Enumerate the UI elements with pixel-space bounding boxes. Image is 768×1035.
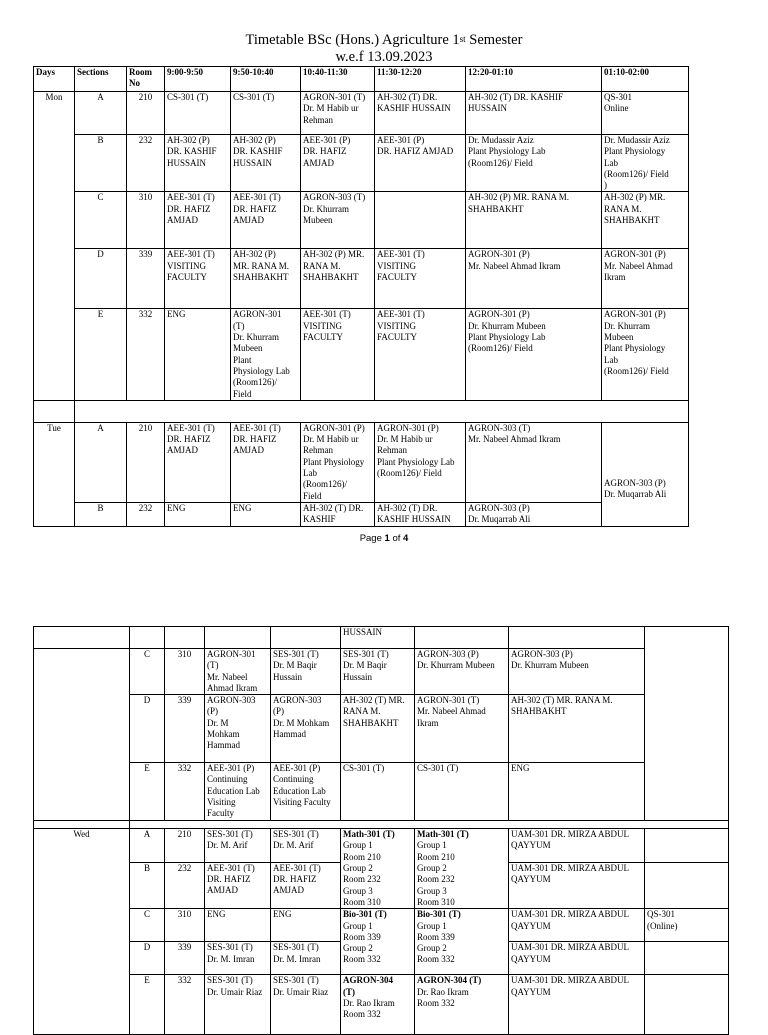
slot-cell: AH-302 (P) MR. RANA M. SHAHBAKHT (466, 192, 602, 249)
timetable-page-2 (33, 626, 729, 1035)
slot-cell: AEE-301 (T) DR. HAFIZ AMJAD (231, 192, 301, 249)
table-row (34, 909, 729, 942)
slot-cell: AH-302 (P) MR. RANA M. SHAHBAKHT (231, 249, 301, 309)
section-cell: B (130, 862, 165, 909)
table-row (34, 763, 729, 821)
header-slot-5: 12:20-01:10 (466, 67, 602, 92)
section-cell: A (130, 829, 165, 862)
slot-cell: AGRON-303 (T) Dr. Khurram Mubeen (301, 192, 375, 249)
slot-cell: AH-302 (T) MR. RANA M. SHAHBAKHT (341, 695, 415, 763)
slot-cell: AGRON-303 (P) Dr. Muqarrab Ali (466, 502, 602, 526)
slot-cell: AEE-301 (T) VISITING FACULTY (301, 309, 375, 400)
room-cell: 310 (165, 909, 205, 942)
table-row (34, 192, 689, 249)
slot-cell: Dr. Mudassir Aziz Plant Physiology Lab (Room126)/ Field ) (602, 135, 689, 192)
slot-cell: AEE-301 (T) VISITING FACULTY (165, 249, 231, 309)
table-row (34, 309, 689, 400)
spacer-cell (130, 821, 729, 829)
slot-cell: AGRON-301 (P) Mr. Nabeel Ahmad Ikram (602, 249, 689, 309)
slot-cell: UAM-301 DR. MIRZA ABDUL QAYYUM (509, 862, 645, 909)
table-row (34, 249, 689, 309)
slot-cell: SES-301 (T) Dr. M. Arif (205, 829, 271, 862)
slot-cell: UAM-301 DR. MIRZA ABDUL QAYYUM (509, 829, 645, 862)
slot-cell: AEE-301 (T) DR. HAFIZ AMJAD (271, 862, 341, 909)
spacer-cell (34, 400, 75, 422)
slot-cell: AEE-301 (T) VISITING FACULTY (375, 309, 466, 400)
slot-cell: AH-302 (T) MR. RANA M. SHAHBAKHT (509, 695, 645, 763)
table-row (34, 422, 689, 502)
section-cell: A (75, 92, 127, 135)
bio-block: Bio-301 (T) Group 1 Room 339 Group 2 Room 332 (415, 909, 509, 975)
day-cell-tue: Tue (34, 422, 75, 526)
slot-cell: AH-302 (T) DR. KASHIF HUSSAIN (466, 92, 602, 135)
table-row (34, 92, 689, 135)
header-row (34, 67, 689, 92)
slot-cell: AGRON-301 (P) Dr. M Habib ur Rehman Plant Physiology Lab (Room126)/ Field (375, 422, 466, 502)
slot-cell: QS-301 Online (602, 92, 689, 135)
slot-cell: AGRON-301 (P) Mr. Nabeel Ahmad Ikram (466, 249, 602, 309)
slot-cell: SES-301 (T) Dr. M. Imran (271, 942, 341, 975)
section-cell: C (130, 649, 165, 695)
empty-cell (645, 862, 729, 909)
slot-cell (375, 192, 466, 249)
slot-cell: UAM-301 DR. MIRZA ABDUL QAYYUM (509, 909, 645, 942)
section-cell: C (130, 909, 165, 942)
spacer-row (34, 821, 729, 829)
section-cell: B (75, 502, 127, 526)
empty-cell (645, 942, 729, 975)
empty-cell (130, 627, 165, 649)
slot-cell: AEE-301 (P) Continuing Education Lab Visiting Faculty (205, 763, 271, 821)
slot-cell: AGRON-301 (T) Dr. Khurram Mubeen Plant Physiology Lab (Room126)/ Field (231, 309, 301, 400)
effective-date: w.e.f 13.09.2023 (335, 49, 433, 65)
slot-cell: AH-302 (T) DR. KASHIF (301, 502, 375, 526)
section-cell: E (130, 975, 165, 1035)
table-row (34, 649, 729, 695)
math-block: Math-301 (T) Group 1 Room 210 Group 2 Room 232 Group 3 Room 310 (415, 829, 509, 909)
header-slot-3: 10:40-11:30 (301, 67, 375, 92)
slot-cell: AEE-301 (P) DR. HAFIZ AMJAD (375, 135, 466, 192)
slot-cell: AH-302 (T) DR. KASHIF HUSSAIN (375, 502, 466, 526)
table-row (34, 695, 729, 763)
slot-cell: AH-302 (T) DR. KASHIF HUSSAIN (375, 92, 466, 135)
empty-cell (645, 627, 729, 821)
slot-cell: AH-302 (P) DR. KASHIF HUSSAIN (231, 135, 301, 192)
slot-cell: AEE-301 (T) DR. HAFIZ AMJAD (231, 422, 301, 502)
spacer-cell (75, 400, 689, 422)
slot-cell: AGRON-301 (P) Dr. Khurram Mubeen Plant Physiology Lab (Room126)/ Field (602, 309, 689, 400)
slot-cell: ENG (165, 309, 231, 400)
slot-cell: AGRON-303 (P) Dr. Khurram Mubeen (415, 649, 509, 695)
room-cell: 232 (165, 862, 205, 909)
room-cell: 210 (127, 422, 165, 502)
room-cell: 310 (127, 192, 165, 249)
section-cell: C (75, 192, 127, 249)
room-cell: 210 (127, 92, 165, 135)
bio-block: Bio-301 (T) Group 1 Room 339 Group 2 Room 332 (341, 909, 415, 975)
room-cell: 232 (127, 135, 165, 192)
slot-cell: CS-301 (T) (415, 763, 509, 821)
slot-cell: UAM-301 DR. MIRZA ABDUL QAYYUM (509, 975, 645, 1035)
slot-cell: AGRON-301 (P) Dr. M Habib ur Rehman Plant Physiology Lab (Room126)/ Field (301, 422, 375, 502)
header-sections: Sections (75, 67, 127, 92)
room-cell: 339 (127, 249, 165, 309)
slot-cell: QS-301 (Online) (645, 909, 729, 942)
slot-cell: AEE-301 (T) VISITING FACULTY (375, 249, 466, 309)
header-slot-4: 11:30-12:20 (375, 67, 466, 92)
slot-cell: ENG (509, 763, 645, 821)
room-cell: 339 (165, 695, 205, 763)
slot-cell: AGRON-303 (P) Dr. Khurram Mubeen (509, 649, 645, 695)
section-cell: B (75, 135, 127, 192)
slot-cell: AEE-301 (T) DR. HAFIZ AMJAD (165, 422, 231, 502)
slot-cell: AGRON-303 (P) Dr. M Mohkam Hammad (205, 695, 271, 763)
slot-cell: SES-301 (T) Dr. M. Imran (205, 942, 271, 975)
room-cell: 210 (165, 829, 205, 862)
slot-cell: CS-301 (T) (341, 763, 415, 821)
slot-cell: ENG (165, 502, 231, 526)
empty-cell (34, 627, 130, 649)
slot-cell: AEE-301 (T) DR. HAFIZ AMJAD (165, 192, 231, 249)
slot-cell: AGRON-301 (T) Mr. Nabeel Ahmad Ikram (415, 695, 509, 763)
day-cell-wed: Wed (34, 829, 130, 1035)
day-cell-mon: Mon (34, 92, 75, 401)
slot-cell: SES-301 (T) Dr. M Baqir Hussain (341, 649, 415, 695)
slot-cell: AEE-301 (P) DR. HAFIZ AMJAD (301, 135, 375, 192)
agron-block: AGRON-304 (T) Dr. Rao Ikram Room 332 (341, 975, 415, 1035)
slot-cell: AEE-301 (P) Continuing Education Lab Visiting Faculty (271, 763, 341, 821)
room-cell: 232 (127, 502, 165, 526)
spacer-row (34, 400, 689, 422)
room-cell: 339 (165, 942, 205, 975)
slot-cell: AGRON-301 (T) Mr. Nabeel Ahmad Ikram (205, 649, 271, 695)
section-cell: D (130, 695, 165, 763)
room-cell: 332 (165, 763, 205, 821)
room-cell: 310 (165, 649, 205, 695)
slot-cell: AH-302 (P) DR. KASHIF HUSSAIN (165, 135, 231, 192)
slot-cell: ENG (271, 909, 341, 942)
section-cell: D (130, 942, 165, 975)
table-row (34, 502, 689, 526)
header-room: Room No (127, 67, 165, 92)
slot-cell: AGRON-301 (T) Dr. M Habib ur Rehman (301, 92, 375, 135)
slot-cell: AGRON-303 (P) Dr. M Mohkam Hammad (271, 695, 341, 763)
header-slot-1: 9:00-9:50 (165, 67, 231, 92)
slot-cell: CS-301 (T) (231, 92, 301, 135)
header-days: Days (34, 67, 75, 92)
slot-cell: SES-301 (T) Dr. Umair Riaz (205, 975, 271, 1035)
math-block: Math-301 (T) Group 1 Room 210 Group 2 Room 232 Group 3 Room 310 (341, 829, 415, 909)
header-slot-6: 01:10-02:00 (602, 67, 689, 92)
timetable-page-1 (33, 66, 689, 527)
agron-block: AGRON-304 (T) Dr. Rao Ikram Room 332 (415, 975, 509, 1035)
spacer-cell (34, 821, 130, 829)
empty-cell (271, 627, 341, 649)
section-cell: A (75, 422, 127, 502)
empty-cell (509, 627, 645, 649)
empty-cell (205, 627, 271, 649)
room-cell: 332 (165, 975, 205, 1035)
table-row (34, 975, 729, 1035)
slot-cell: ENG (205, 909, 271, 942)
empty-cell (645, 975, 729, 1035)
slot-cell: SES-301 (T) Dr. Umair Riaz (271, 975, 341, 1035)
empty-cell (645, 829, 729, 862)
empty-cell (415, 627, 509, 649)
slot-cell: AGRON-301 (P) Dr. Khurram Mubeen Plant Physiology Lab (Room126)/ Field (466, 309, 602, 400)
room-cell: 332 (127, 309, 165, 400)
section-cell: E (130, 763, 165, 821)
slot-cell: AGRON-303 (T) Mr. Nabeel Ahmad Ikram (466, 422, 602, 502)
slot-cell: SES-301 (T) Dr. M. Arif (271, 829, 341, 862)
section-cell: D (75, 249, 127, 309)
header-slot-2: 9:50-10:40 (231, 67, 301, 92)
slot-cell: AH-302 (P) MR. RANA M. SHAHBAKHT (301, 249, 375, 309)
slot-cell: CS-301 (T) (165, 92, 231, 135)
table-row (34, 627, 729, 649)
slot-cell: AH-302 (P) MR. RANA M. SHAHBAKHT (602, 192, 689, 249)
slot-cell: ENG (231, 502, 301, 526)
empty-cell (165, 627, 205, 649)
slot-cell: AEE-301 (T) DR. HAFIZ AMJAD (205, 862, 271, 909)
slot-cell: AGRON-303 (P) Dr. Muqarrab Ali (602, 422, 689, 526)
document-title: Timetable BSc (Hons.) Agriculture 1st Semester (245, 32, 523, 48)
section-cell: E (75, 309, 127, 400)
page-number: Page 1 of 4 (359, 533, 409, 544)
slot-cell: Dr. Mudassir Aziz Plant Physiology Lab (Room126)/ Field (466, 135, 602, 192)
slot-cell: HUSSAIN (341, 627, 415, 649)
table-row (34, 829, 729, 862)
slot-cell: UAM-301 DR. MIRZA ABDUL QAYYUM (509, 942, 645, 975)
table-row (34, 135, 689, 192)
empty-cell (34, 649, 130, 821)
slot-cell: SES-301 (T) Dr. M Baqir Hussain (271, 649, 341, 695)
